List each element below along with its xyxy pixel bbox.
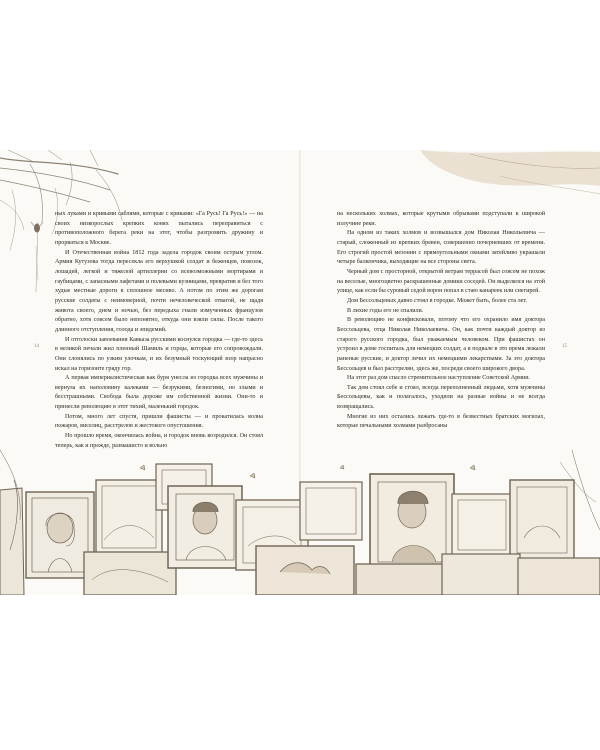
paragraph: Многие из них остались лежать где-то в безвестных братских могилах, которые печальными холмами разбросаны	[337, 413, 545, 430]
paragraph: На одном из таких холмов и возвышался дом Николая Никольевича — старый, сложенный из крепких бревен, совершенно почерневших от времени. Его строгий простой мезонин с прямоугольными окнами затейливо украшали четыре балкончика, выходящие на все стороны света.	[337, 230, 545, 266]
page-number-left: 14	[34, 344, 39, 349]
page-number-right: 15	[562, 344, 567, 349]
paragraph: В лихие годы его не спалили.	[347, 307, 424, 314]
hanging-sparrow-illustration	[31, 222, 43, 233]
paragraph: Так дом стоял себе и стоял, всегда переполненный людьми, хотя мужчины Бессольцевы, как и полагалось, уходили на разные войны и не всегда возвращались.	[337, 384, 545, 411]
paragraph: И отголоски завоевания Кавказа русскими коснулся городка — где-то здесь в великой печали жил пленный Шамиль и горцы, которые его сопровождали. Они слонялись по узким улочкам, и их безумный тоскующий взор напрасно искал на горизонте гряду гор.	[55, 336, 263, 372]
paragraph: В революцию не конфисковали, потому что его охранило имя доктора Бессольцева, отца Николая Николаевича. Он, как почти каждый доктор из старого русского городка, был уважаемым человеком. При фашистах он устроил в доме госпиталь для немецких солдат, а в подвале в это время лежали раненые русские, и доктор лечил их немецкими лекарствами. За это доктора Бессольцев и был расстрелян, здесь же, посреди своего широкого двора.	[337, 317, 545, 372]
paragraph: на нескольких холмах, которые крутыми обрывами подступали к широкой излучине реки.	[337, 211, 545, 227]
portrait-frames-illustration	[0, 450, 600, 595]
paragraph: Черный дом с просторной, открытой ветрам террасой был совсем не похож на веселые, многоцветно раскрашенные домики соседей. Он выделялся на этой улице, как если бы суровый седой ворон попал в стаю канареек или снегирей.	[337, 268, 545, 295]
right-page-text	[337, 210, 545, 432]
paragraph: Но прошло время, окончилась война, и городок вновь возродился. Он стоял теперь, как и прежде, размашисто и вольно	[55, 433, 263, 449]
book-spread	[0, 150, 600, 595]
paragraph: Потом, много лет спустя, пришли фашисты — и прокатилась волна пожаров, виселиц, расстрелов и жестокого опустошения.	[55, 413, 263, 430]
left-page-text	[55, 210, 263, 451]
paragraph: Дом Бессольцевых давно стоял в городке. Может быть, более ста лет.	[347, 297, 528, 304]
paragraph: На этот раз дом спасло стремительное наступление Советской Армии.	[347, 375, 531, 382]
sepia-wash-illustration	[420, 150, 600, 194]
paragraph: И Отечественная война 1812 года задела городок своим острым углом. Армия Кутузова тогда пересекла его верхушкой солдат и беженцев, повозок, лошадей, легкой и тяжелой артиллерии со всевозможными мортирами и гаубицами, с запасными лафетами и полевыми кузницами, превратив и без того худые местные дороги в сплошное месиво. А потом по этим же дорогам русские солдаты с неимоверной, почти нечеловеческой отвагой, не щадя живота своего, днем и ночью, без передыха гнали измученных французов обратно, хотя совсем было непонятно, откуда они взяли силы. После такого длинного отступления, голода и эпидемий.	[55, 249, 263, 333]
paragraph: ных луками и кривыми саблями, которые с криками: «Га Русь! Га Русь!» — на своих низкорослых крепких конях пытались переправиться с противоположного берега реки на этот, чтобы разгромить дружину и прорваться к Москве.	[55, 211, 263, 246]
paragraph: А первая империалистическая как буря унесла из городка всех мужчины и вернула их наполовину калеками — безрукими, безногими, но злыми и бесстрашными. Свобода была дороже им собственной жизни. Они-то и принесли революцию в этот тихий, маленький городок.	[55, 375, 263, 411]
